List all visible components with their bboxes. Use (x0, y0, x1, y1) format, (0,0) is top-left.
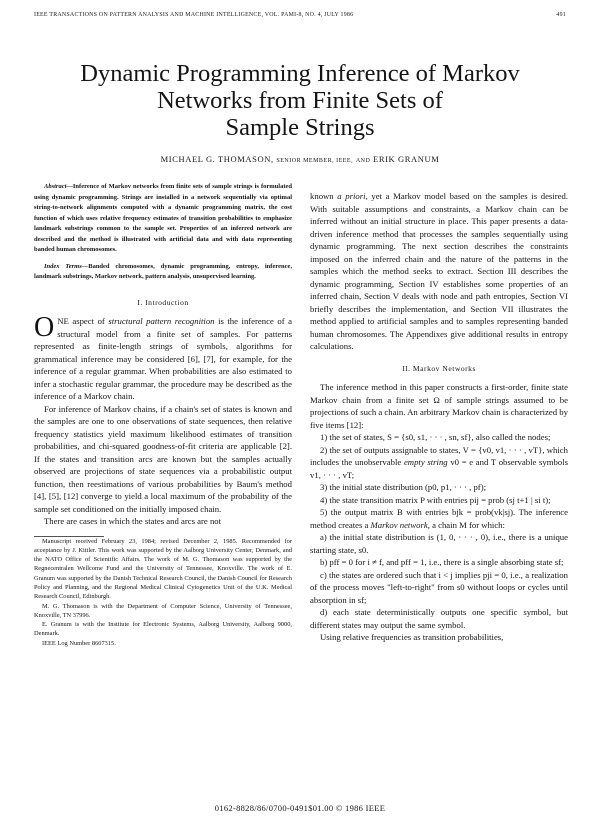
item5-italic: Markov network (370, 519, 428, 530)
running-header (34, 9, 566, 21)
drop-cap: O (34, 312, 55, 343)
list-item-2 (310, 444, 568, 482)
author-2: ERIK GRANUM (373, 154, 440, 164)
footnote-manuscript: Manuscript received February 23, 1984; revised December 2, 1985. Recommended for acceptance by J. Kittler. This work was supported by the Aalborg University Center, Denmark, and the NATO Office of Scientific Affairs. The work of M. G. Thomason was supported by the Regnecentralen Wellcome Fund and the University of Tennessee, Knoxville. The work of E. Granum was supported by the Danish Technical Research Council, the Danish Council for Research Policy and Planning, and the Regional Medical Clinical Cytogenetics Unit of the U.K. Medical Research Council, Edinburgh. (34, 537, 292, 601)
author-conjunction: AND (355, 158, 371, 164)
abstract-lead: Abstract— (44, 183, 73, 190)
closing-line: Using relative frequencies as transition probabilities, (320, 632, 504, 642)
index-terms-text: Banded chromosomes, dynamic programming, entropy, inference, landmark substrings, Markov network, pattern analysis, unsupervised learning. (34, 262, 292, 280)
index-terms (34, 262, 292, 283)
section-2-paragraph: The inference method in this paper constructs a first-order, finite state Markov chain from a finite set Ω of sample strings assumed to be projections of such a chain. An arbitrary Markov chain is characterized by five items [12]: (310, 382, 568, 430)
item2-start: 2) the set of outputs assignable to states, V = {v0, v1, · · · , vT}, which includes the unobservable (310, 444, 568, 467)
author-line (40, 154, 560, 164)
abstract-text: Inference of Markov networks from finite sets of sample strings is formulated using dynamic programming. Strings are installed in a network sequentially via optimal string-to-network alignments computed with a dynamic programming matrix, the cost function of which uses relative frequency estimates of transition probabilities to emphasize landmark substrings common to the sample set. Properties of an inferred network are described and the method is illustrated with artificial data and with data representing banded human chromosomes. (34, 183, 292, 253)
title-line-3: Sample Strings (225, 114, 375, 141)
section-2-heading: II. Markov Networks (402, 363, 476, 373)
condition-b: b) pff = 0 for i ≠ f, and pff = 1, i.e., there is a single absorbing state sf; (320, 557, 564, 567)
left-column (34, 182, 292, 792)
condition-d: d) each state deterministically outputs one specific symbol, but different states may output the same symbol. (310, 607, 568, 630)
cont-italic: a priori (337, 191, 366, 201)
cont-start: known (310, 191, 338, 201)
author-1: MICHAEL G. THOMASON, (160, 154, 274, 164)
item2-rest: v0 = e and T observable symbols v1, · · · , vT; (310, 457, 568, 480)
list-item-4: 4) the state transition matrix P with entries pij = prob (sj t+1 | si t); (320, 494, 551, 505)
condition-a: a) the initial state distribution is (1, 0, · · · , 0), i.e., there is a unique starting state, s0. (310, 532, 568, 555)
footnote-log-number: IEEE Log Number 8607315. (42, 639, 116, 647)
copyright-line: 0162-8828/86/0700-0491$01.00 © 1986 IEEE (214, 803, 386, 813)
journal-citation: IEEE TRANSACTIONS ON PATTERN ANALYSIS AND MACHINE INTELLIGENCE, VOL. PAMI-8, NO. 4, JULY 1986 (34, 12, 354, 18)
title-line-2: Networks from Finite Sets of (157, 87, 443, 114)
list-item-1: 1) the set of states, S = {s0, s1, · · · , sn, sf}, also called the nodes; (320, 432, 551, 442)
list-item-5 (310, 506, 568, 531)
author-1-role: SENIOR MEMBER, IEEE, (276, 158, 354, 164)
cont-rest: , yet a Markov model based on the samples is desired. With suitable assumptions and constraints, a Markov chain can be inferred without an initial structure in place. This paper presents a data-driven inference method that processes the samples sequentially using dynamic programming. The next section describes the constraints imposed on the inferred chain and the nature of the patterns in the samples which the method seeks to extract. Section III describes the dynamic programming, Section IV establishes some properties of an inferred chain, Section V deals with node and path entropies, Section VI briefly describes the implementation, and Section VII illustrates the method applied to artificial samples and to samples representing banded human chromosomes. The Appendixes give additional results in entropy calculations. (310, 191, 568, 351)
footnote-thomason: M. G. Thomason is with the Department of Computer Science, University of Tennessee, Knoxville, TN 37996. (34, 602, 292, 619)
intro-p1-rest: is the inference of a structural model from a finite set of samples. For patterns represented as finite-length strings of symbols, algorithms for grammatical inference may be considered [6], [7], for example, for the inference of a regular grammar. When probabilities are also estimated to infer a stochastic regular grammar, the procedure may be described as the inference of a Markov chain. (34, 316, 292, 401)
index-terms-lead: Index Terms— (44, 262, 89, 270)
item5-start: 5) the output matrix B with entries bjk = prob(vk|sj). The inference method creates a (310, 507, 568, 530)
title-line-1: Dynamic Programming Inference of Markov (80, 60, 520, 87)
right-column (310, 190, 568, 790)
page-number: 491 (556, 12, 566, 18)
list-item-3: 3) the initial state distribution (p0, p1, · · · , pf); (320, 482, 486, 492)
paper-title (40, 60, 560, 141)
abstract (34, 182, 292, 256)
intro-paragraph-1 (34, 312, 292, 403)
footnote-granum: E. Granum is with the Institute for Electronic Systems, Aalborg University, Aalborg 9000, Denmark. (34, 621, 292, 638)
intro-continuation (310, 190, 568, 353)
section-1-heading: I. Introduction (137, 297, 189, 307)
item5-rest: , a chain M for which: (427, 519, 505, 530)
intro-p1-italic: structural pattern recognition (108, 316, 215, 326)
condition-c: c) the states are ordered such that i < j implies pji = 0, i.e., a realization of the process moves "left-to-right" from s0 without loops or cycles until absorption in sf; (310, 569, 568, 605)
intro-paragraph-3: There are cases in which the states and arcs are not (44, 516, 222, 526)
item2-italic: empty string (403, 457, 448, 467)
intro-paragraph-2: For inference of Markov chains, if a chain's set of states is known and the samples are one to one observations of state sequences, then relative frequency statistics yield maximum likelihood estimates of transition probabilities, and chi-squared goodness-of-fit criteria are applicable [2]. If the states and transition arcs are known but the samples actually observed are projections of state sequences via a probabilistic output function, then reestimations of various probabilities by Baum's method [4], [5], [12] converge to yield a local maximum of the probability of the sample set conditioned on the initially imposed chain. (34, 403, 292, 514)
intro-p1-start: NE aspect of (57, 316, 109, 326)
